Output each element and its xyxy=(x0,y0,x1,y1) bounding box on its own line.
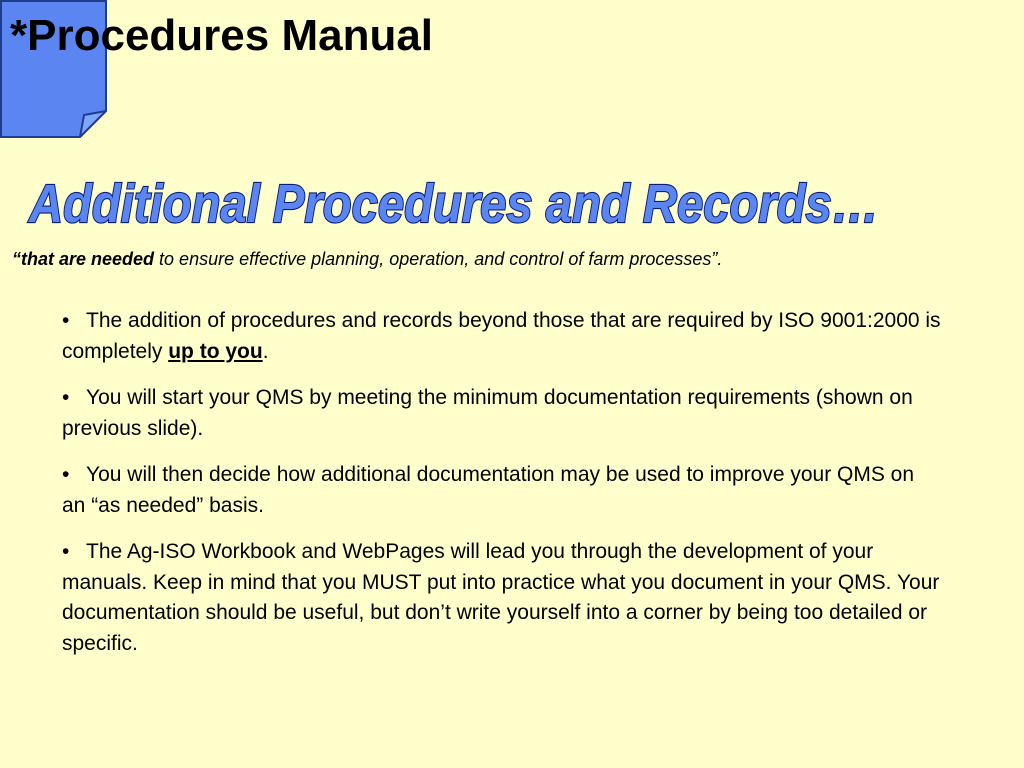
bullet-mark: • xyxy=(62,386,70,409)
bullet-mark: • xyxy=(62,540,70,563)
subtitle-wordart xyxy=(14,150,894,240)
subtitle-text: Additional Procedures and Records… xyxy=(27,174,880,234)
bullet-list xyxy=(62,306,942,675)
up-to-you-link[interactable]: up to you xyxy=(168,339,263,363)
quote-bold-text: “that are needed xyxy=(12,249,155,269)
bullet-item xyxy=(62,460,942,521)
bullet-text: You will then decide how additional documentation may be used to improve your QMS on an “as needed” basis. xyxy=(62,463,915,517)
subtitle-quote xyxy=(12,247,722,271)
page-title: *Procedures Manual xyxy=(10,11,434,60)
bullet-text: The addition of procedures and records beyond those that are required by ISO 9001:2000 is completely xyxy=(62,309,941,363)
quote-rest-text: to ensure effective planning, operation, and control of farm processes”. xyxy=(154,249,723,269)
bullet-item xyxy=(62,306,942,367)
bullet-mark: • xyxy=(62,309,70,332)
bullet-text-end: . xyxy=(262,339,269,363)
bullet-item xyxy=(62,537,942,659)
bullet-mark: • xyxy=(62,463,70,486)
bullet-text: You will start your QMS by meeting the minimum documentation requirements (shown on previous slide). xyxy=(62,386,913,440)
bullet-item xyxy=(62,383,942,444)
bullet-text: The Ag-ISO Workbook and WebPages will lead you through the development of your manuals. Keep in mind that you MUST put into practice what you document in your QMS. Your documentation should be useful, but don’t write yourself into a corner by being too detailed or specific. xyxy=(62,540,940,655)
